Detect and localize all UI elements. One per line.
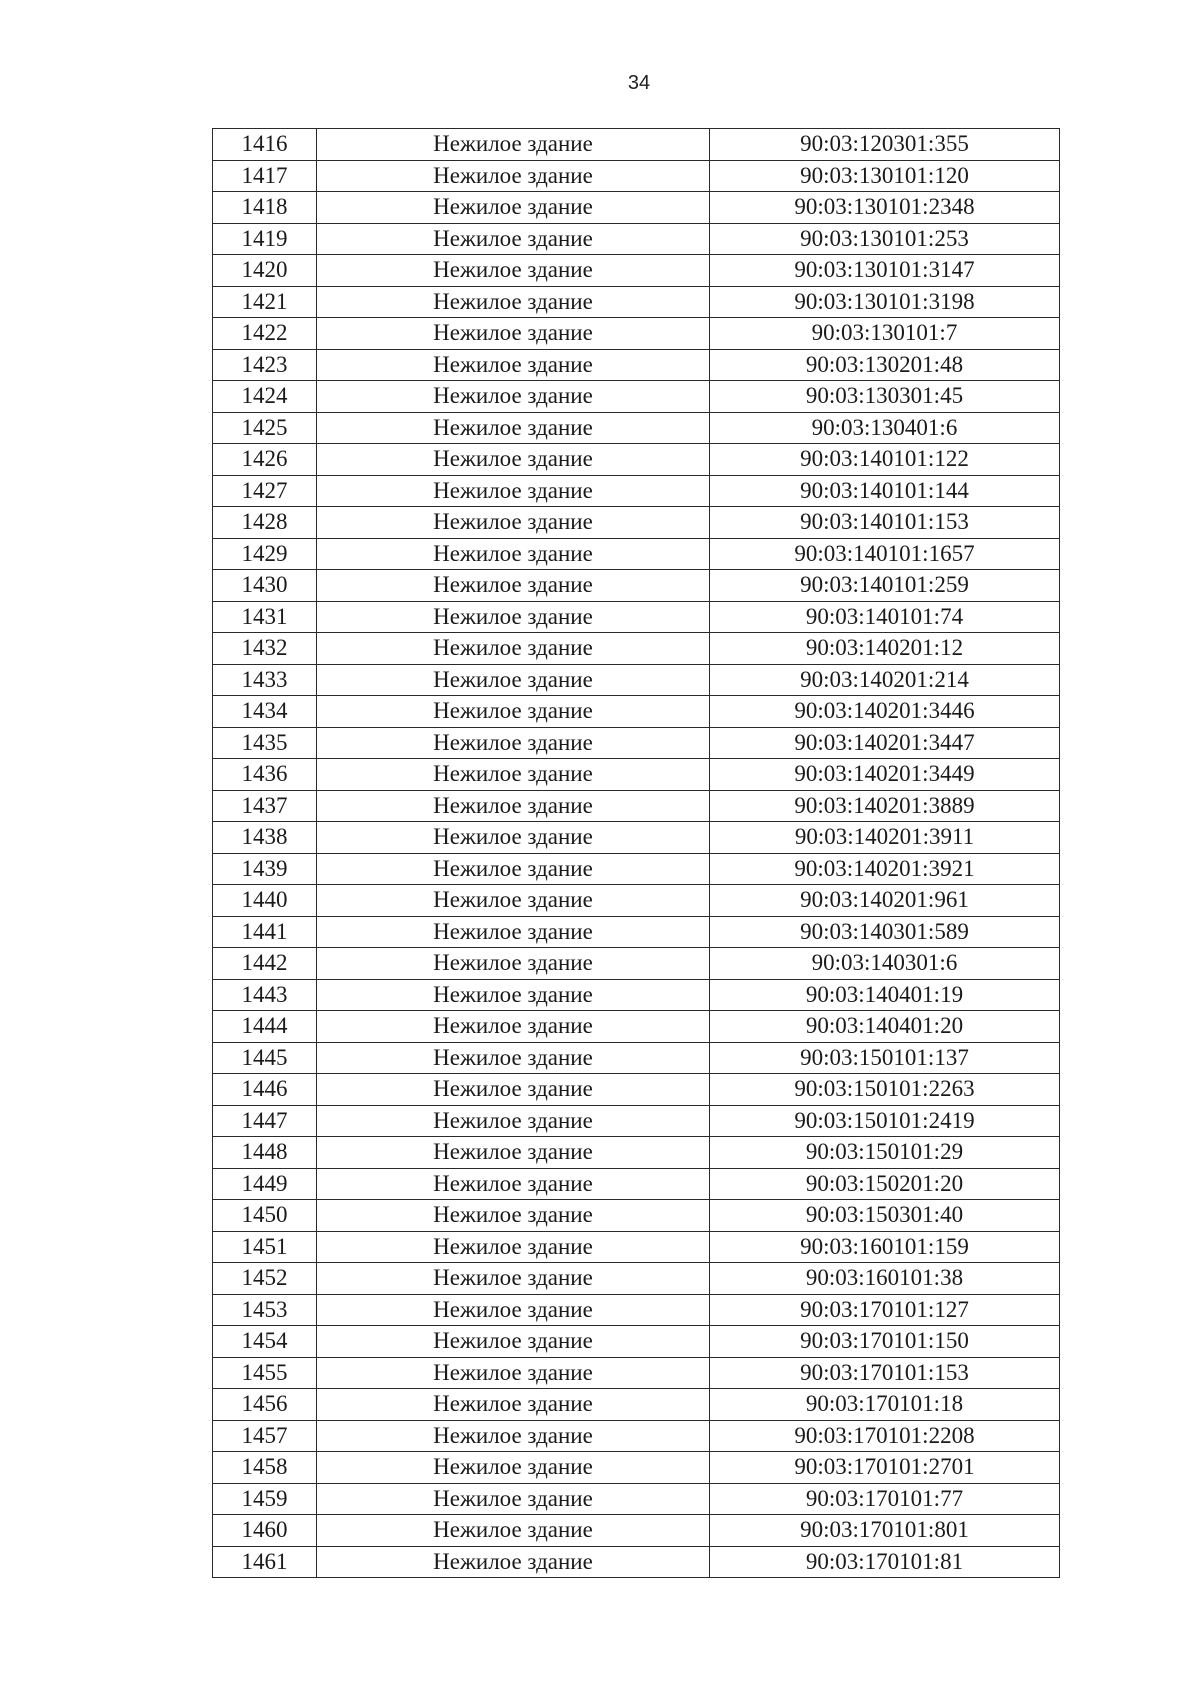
row-number-cell: 1422 [213, 318, 317, 350]
row-number-cell: 1457 [213, 1420, 317, 1452]
row-number-cell: 1446 [213, 1074, 317, 1106]
object-type-cell: Нежилое здание [317, 538, 710, 570]
object-type-cell: Нежилое здание [317, 1168, 710, 1200]
cadastral-number-cell: 90:03:160101:159 [710, 1231, 1060, 1263]
object-type-cell: Нежилое здание [317, 1357, 710, 1389]
object-type-cell: Нежилое здание [317, 759, 710, 791]
table-row [213, 948, 1060, 980]
object-type-cell: Нежилое здание [317, 570, 710, 602]
table-row [213, 255, 1060, 287]
cadastral-number-cell: 90:03:140201:214 [710, 664, 1060, 696]
cadastral-number-cell: 90:03:130201:48 [710, 349, 1060, 381]
cadastral-number-cell: 90:03:140201:3921 [710, 853, 1060, 885]
row-number-cell: 1451 [213, 1231, 317, 1263]
object-type-cell: Нежилое здание [317, 1074, 710, 1106]
cadastral-number-cell: 90:03:150301:40 [710, 1200, 1060, 1232]
table-row [213, 885, 1060, 917]
cadastral-number-cell: 90:03:130101:2348 [710, 192, 1060, 224]
cadastral-number-cell: 90:03:150101:137 [710, 1042, 1060, 1074]
cadastral-number-cell: 90:03:140201:12 [710, 633, 1060, 665]
row-number-cell: 1429 [213, 538, 317, 570]
row-number-cell: 1426 [213, 444, 317, 476]
table-row [213, 129, 1060, 161]
cadastral-number-cell: 90:03:140201:3449 [710, 759, 1060, 791]
object-type-cell: Нежилое здание [317, 979, 710, 1011]
object-type-cell: Нежилое здание [317, 1137, 710, 1169]
row-number-cell: 1445 [213, 1042, 317, 1074]
row-number-cell: 1458 [213, 1452, 317, 1484]
row-number-cell: 1430 [213, 570, 317, 602]
table-row [213, 507, 1060, 539]
table-row [213, 1011, 1060, 1043]
table-row [213, 1294, 1060, 1326]
row-number-cell: 1442 [213, 948, 317, 980]
object-type-cell: Нежилое здание [317, 223, 710, 255]
object-type-cell: Нежилое здание [317, 1200, 710, 1232]
row-number-cell: 1450 [213, 1200, 317, 1232]
row-number-cell: 1444 [213, 1011, 317, 1043]
row-number-cell: 1435 [213, 727, 317, 759]
cadastral-number-cell: 90:03:130101:3198 [710, 286, 1060, 318]
row-number-cell: 1461 [213, 1546, 317, 1578]
row-number-cell: 1443 [213, 979, 317, 1011]
table-row [213, 1200, 1060, 1232]
row-number-cell: 1438 [213, 822, 317, 854]
table-row [213, 381, 1060, 413]
table-row [213, 979, 1060, 1011]
table-row [213, 1105, 1060, 1137]
object-type-cell: Нежилое здание [317, 349, 710, 381]
row-number-cell: 1434 [213, 696, 317, 728]
cadastral-number-cell: 90:03:140401:19 [710, 979, 1060, 1011]
table-row [213, 1168, 1060, 1200]
cadastral-number-cell: 90:03:170101:81 [710, 1546, 1060, 1578]
table-row [213, 759, 1060, 791]
object-type-cell: Нежилое здание [317, 1483, 710, 1515]
object-type-cell: Нежилое здание [317, 790, 710, 822]
cadastral-number-cell: 90:03:140101:259 [710, 570, 1060, 602]
cadastral-number-cell: 90:03:170101:801 [710, 1515, 1060, 1547]
row-number-cell: 1448 [213, 1137, 317, 1169]
table-row [213, 160, 1060, 192]
object-type-cell: Нежилое здание [317, 318, 710, 350]
cadastral-number-cell: 90:03:140301:6 [710, 948, 1060, 980]
row-number-cell: 1425 [213, 412, 317, 444]
cadastral-number-cell: 90:03:140201:3446 [710, 696, 1060, 728]
cadastral-number-cell: 90:03:140201:961 [710, 885, 1060, 917]
row-number-cell: 1439 [213, 853, 317, 885]
table-row [213, 1357, 1060, 1389]
object-type-cell: Нежилое здание [317, 381, 710, 413]
object-type-cell: Нежилое здание [317, 696, 710, 728]
table-row [213, 1326, 1060, 1358]
object-type-cell: Нежилое здание [317, 1546, 710, 1578]
row-number-cell: 1428 [213, 507, 317, 539]
table-row [213, 1137, 1060, 1169]
object-type-cell: Нежилое здание [317, 916, 710, 948]
object-type-cell: Нежилое здание [317, 160, 710, 192]
row-number-cell: 1447 [213, 1105, 317, 1137]
table-row [213, 1389, 1060, 1421]
cadastral-number-cell: 90:03:140101:1657 [710, 538, 1060, 570]
table-row [213, 601, 1060, 633]
row-number-cell: 1431 [213, 601, 317, 633]
object-type-cell: Нежилое здание [317, 1105, 710, 1137]
cadastral-number-cell: 90:03:140101:144 [710, 475, 1060, 507]
cadastral-number-cell: 90:03:140101:153 [710, 507, 1060, 539]
row-number-cell: 1449 [213, 1168, 317, 1200]
table-row [213, 1263, 1060, 1295]
cadastral-number-cell: 90:03:150101:29 [710, 1137, 1060, 1169]
object-type-cell: Нежилое здание [317, 1294, 710, 1326]
property-table [212, 128, 1060, 1578]
cadastral-number-cell: 90:03:130301:45 [710, 381, 1060, 413]
row-number-cell: 1420 [213, 255, 317, 287]
cadastral-number-cell: 90:03:130101:253 [710, 223, 1060, 255]
object-type-cell: Нежилое здание [317, 444, 710, 476]
row-number-cell: 1460 [213, 1515, 317, 1547]
object-type-cell: Нежилое здание [317, 885, 710, 917]
table-row [213, 570, 1060, 602]
object-type-cell: Нежилое здание [317, 1420, 710, 1452]
object-type-cell: Нежилое здание [317, 1326, 710, 1358]
table-row [213, 318, 1060, 350]
row-number-cell: 1433 [213, 664, 317, 696]
cadastral-number-cell: 90:03:170101:2701 [710, 1452, 1060, 1484]
object-type-cell: Нежилое здание [317, 1042, 710, 1074]
object-type-cell: Нежилое здание [317, 853, 710, 885]
object-type-cell: Нежилое здание [317, 286, 710, 318]
cadastral-number-cell: 90:03:150101:2263 [710, 1074, 1060, 1106]
row-number-cell: 1454 [213, 1326, 317, 1358]
page-number: 34 [627, 72, 651, 94]
table-row [213, 1515, 1060, 1547]
row-number-cell: 1455 [213, 1357, 317, 1389]
row-number-cell: 1436 [213, 759, 317, 791]
property-table-body [213, 129, 1060, 1578]
cadastral-number-cell: 90:03:130101:120 [710, 160, 1060, 192]
cadastral-number-cell: 90:03:170101:18 [710, 1389, 1060, 1421]
row-number-cell: 1424 [213, 381, 317, 413]
cadastral-number-cell: 90:03:120301:355 [710, 129, 1060, 161]
row-number-cell: 1437 [213, 790, 317, 822]
row-number-cell: 1459 [213, 1483, 317, 1515]
object-type-cell: Нежилое здание [317, 633, 710, 665]
cadastral-number-cell: 90:03:140201:3911 [710, 822, 1060, 854]
table-row [213, 444, 1060, 476]
table-row [213, 412, 1060, 444]
row-number-cell: 1421 [213, 286, 317, 318]
table-row [213, 822, 1060, 854]
cadastral-number-cell: 90:03:140401:20 [710, 1011, 1060, 1043]
row-number-cell: 1453 [213, 1294, 317, 1326]
object-type-cell: Нежилое здание [317, 475, 710, 507]
object-type-cell: Нежилое здание [317, 1263, 710, 1295]
row-number-cell: 1423 [213, 349, 317, 381]
cadastral-number-cell: 90:03:160101:38 [710, 1263, 1060, 1295]
table-row [213, 1074, 1060, 1106]
table-row [213, 633, 1060, 665]
object-type-cell: Нежилое здание [317, 1452, 710, 1484]
object-type-cell: Нежилое здание [317, 1231, 710, 1263]
cadastral-number-cell: 90:03:150101:2419 [710, 1105, 1060, 1137]
row-number-cell: 1440 [213, 885, 317, 917]
cadastral-number-cell: 90:03:130401:6 [710, 412, 1060, 444]
object-type-cell: Нежилое здание [317, 412, 710, 444]
table-row [213, 727, 1060, 759]
object-type-cell: Нежилое здание [317, 507, 710, 539]
table-row [213, 538, 1060, 570]
row-number-cell: 1419 [213, 223, 317, 255]
table-row [213, 664, 1060, 696]
row-number-cell: 1418 [213, 192, 317, 224]
object-type-cell: Нежилое здание [317, 664, 710, 696]
row-number-cell: 1441 [213, 916, 317, 948]
object-type-cell: Нежилое здание [317, 1389, 710, 1421]
row-number-cell: 1427 [213, 475, 317, 507]
table-row [213, 853, 1060, 885]
object-type-cell: Нежилое здание [317, 727, 710, 759]
table-row [213, 916, 1060, 948]
object-type-cell: Нежилое здание [317, 948, 710, 980]
table-row [213, 1042, 1060, 1074]
table-row [213, 349, 1060, 381]
object-type-cell: Нежилое здание [317, 822, 710, 854]
object-type-cell: Нежилое здание [317, 192, 710, 224]
object-type-cell: Нежилое здание [317, 129, 710, 161]
cadastral-number-cell: 90:03:140101:74 [710, 601, 1060, 633]
table-row [213, 192, 1060, 224]
cadastral-number-cell: 90:03:140301:589 [710, 916, 1060, 948]
table-row [213, 790, 1060, 822]
cadastral-number-cell: 90:03:140101:122 [710, 444, 1060, 476]
cadastral-number-cell: 90:03:140201:3447 [710, 727, 1060, 759]
table-row [213, 696, 1060, 728]
cadastral-number-cell: 90:03:170101:153 [710, 1357, 1060, 1389]
row-number-cell: 1432 [213, 633, 317, 665]
table-row [213, 1452, 1060, 1484]
table-row [213, 1483, 1060, 1515]
row-number-cell: 1456 [213, 1389, 317, 1421]
row-number-cell: 1417 [213, 160, 317, 192]
table-row [213, 1231, 1060, 1263]
cadastral-number-cell: 90:03:170101:77 [710, 1483, 1060, 1515]
cadastral-number-cell: 90:03:140201:3889 [710, 790, 1060, 822]
cadastral-number-cell: 90:03:170101:127 [710, 1294, 1060, 1326]
cadastral-number-cell: 90:03:170101:2208 [710, 1420, 1060, 1452]
table-row [213, 475, 1060, 507]
table-row [213, 1546, 1060, 1578]
cadastral-number-cell: 90:03:150201:20 [710, 1168, 1060, 1200]
cadastral-number-cell: 90:03:130101:7 [710, 318, 1060, 350]
cadastral-number-cell: 90:03:130101:3147 [710, 255, 1060, 287]
table-row [213, 286, 1060, 318]
object-type-cell: Нежилое здание [317, 255, 710, 287]
row-number-cell: 1452 [213, 1263, 317, 1295]
object-type-cell: Нежилое здание [317, 1515, 710, 1547]
row-number-cell: 1416 [213, 129, 317, 161]
object-type-cell: Нежилое здание [317, 601, 710, 633]
object-type-cell: Нежилое здание [317, 1011, 710, 1043]
table-row [213, 223, 1060, 255]
table-row [213, 1420, 1060, 1452]
cadastral-number-cell: 90:03:170101:150 [710, 1326, 1060, 1358]
